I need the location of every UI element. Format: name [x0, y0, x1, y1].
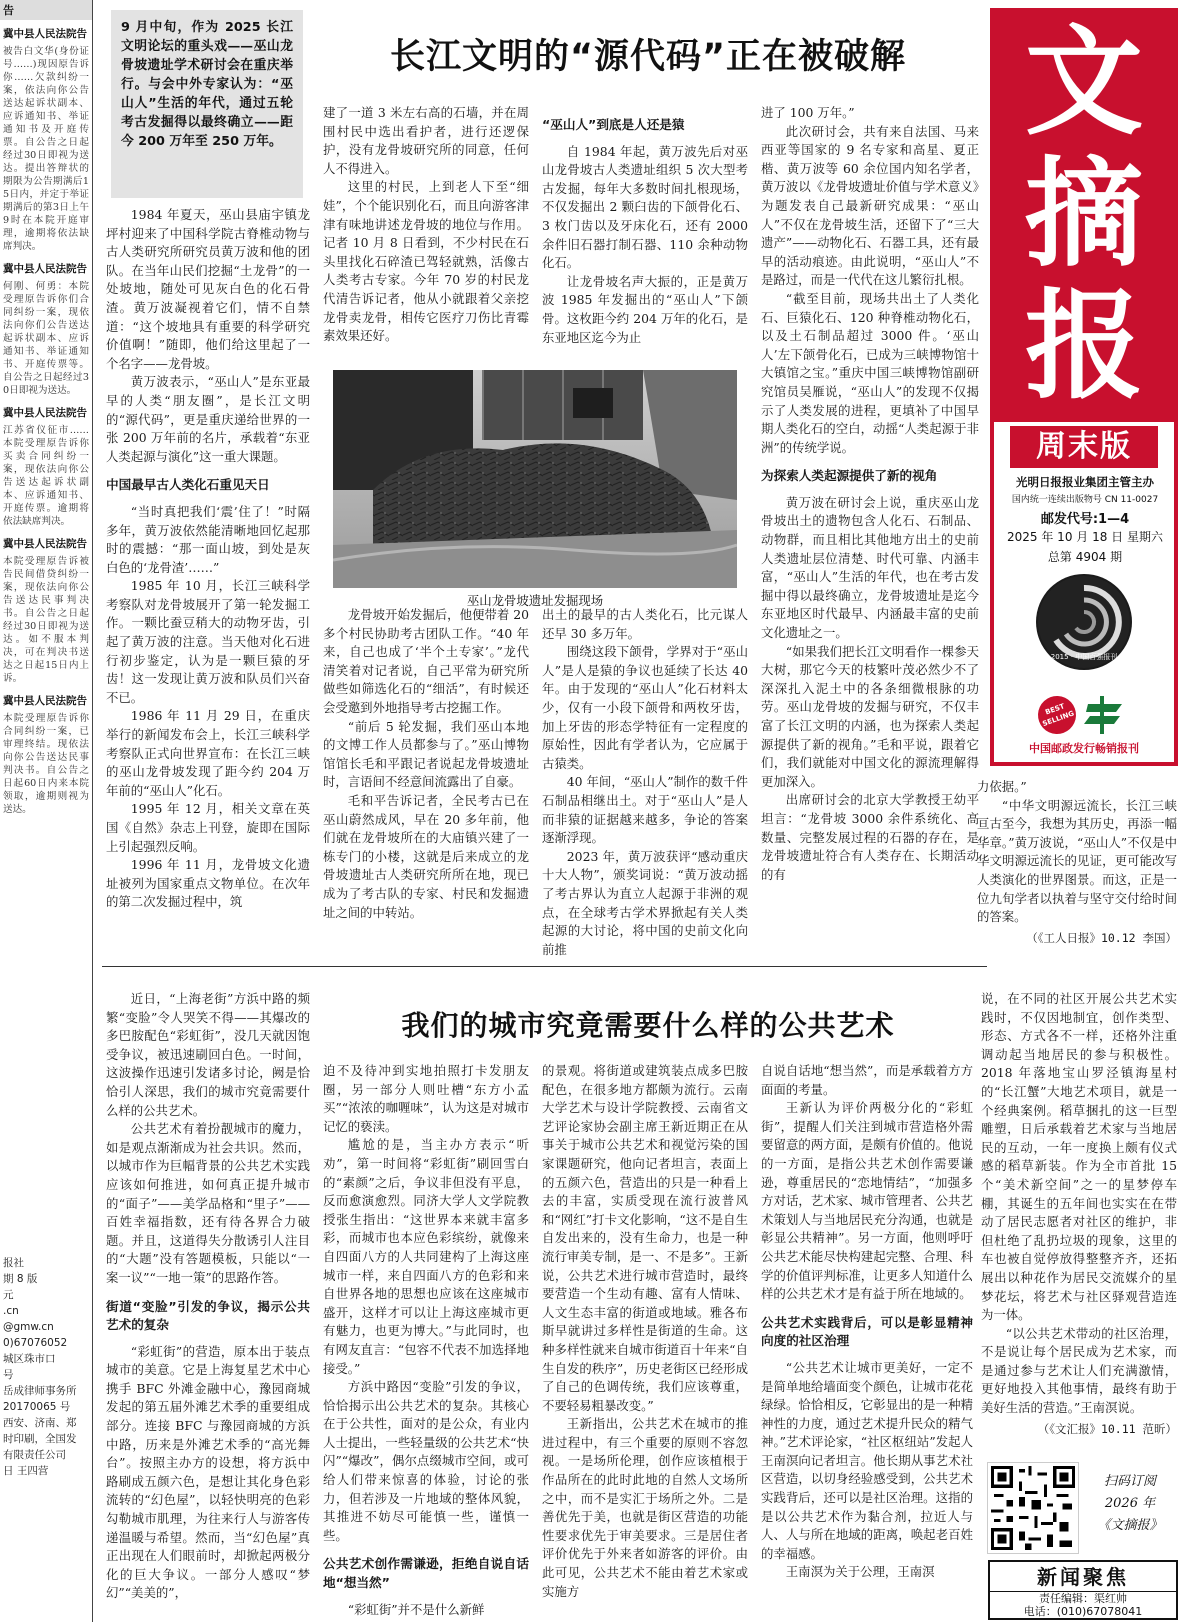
footer-line: 城区珠市口	[3, 1353, 56, 1365]
notice-heading: 冀中县人民法院告	[3, 263, 87, 275]
masthead-title-block	[994, 12, 1174, 422]
footer-line: 报社	[3, 1257, 24, 1269]
editor-phone: 电话：(010)67078041	[1023, 1605, 1143, 1618]
subscribe-qr-code[interactable]	[987, 1462, 1079, 1554]
paragraph: 出土的最早的古人类化石，比元谋人还早 30 多万年。	[542, 607, 748, 641]
footer-line: 日 王四营	[3, 1465, 49, 1477]
paragraph: 1996 年 11 月，龙骨坡文化遗址被列为国家重点文物单位。在次年的第二次发掘过程中，筑	[106, 857, 310, 910]
paragraph: 1995 年 12 月，相关文章在英国《自然》杂志上刊登，旋即在国际上引起强烈反响。	[106, 801, 310, 854]
paragraph: 的景观。将街道或建筑装点成多巴胺配色，在很多地方都颇为流行。云南大学艺术与设计学院教授、云南省文艺评论家协会副主席王新近期正在从事关于城市公共艺术和视觉污染的国家课题研究，他向记者坦言，表面上的五颜六色，营造出的只是一种看上去的丰富，实质受现在流行波普风和“网红”打卡文化影响，“这不是自生自发出来的，没有生命力，也是一种流行审美专制，是一、不是多”。王新说，公共艺术进行城市营造时，最终要营造一个生动有趣、富有人情味、人文生态丰富的街道或地域。雅各布斯早就讲过多样性是街道的生命。这种多样性就来自城市街道百十年来“自生自发的秩序”，历史老街区已经形成了自己的色调传统，我们应该尊重，不要轻易粗暴改变。”	[542, 1063, 748, 1413]
paragraph: 自说自话地“想当然”，而是承载着方方面面的考量。	[761, 1063, 973, 1097]
paragraph: 方浜中路因“变脸”引发的争议，恰恰揭示出公共艺术的复杂。其核心在于公共性，面对的是公众，有业内人士提出，一些轻量级的公共艺术“快闪”“爆改”，偶尔点缀城市空间，或可给人们带来惊喜的体验，讨论的张力，但若涉及一片地域的整体风貌，其推进不妨尽可能慎一些，谨慎一些。	[323, 1379, 529, 1543]
subheading: 中国最早古人类化石重见天日	[106, 477, 270, 493]
section-name: 新闻聚焦	[1037, 1565, 1129, 1589]
paragraph: 近日，“上海老街”方浜中路的频繁“变脸”令人哭笑不得——其爆改的多巴胺配色“彩虹街”，没几天就因饱受争议，被迅速刷回白色。一时间，这波操作迅速引发诸多讨论，阙是恰恰引人深思，我们的城市究竟需要什么样的公共艺术。	[106, 991, 310, 1118]
paragraph: 说，在不同的社区开展公共艺术实践时，不仅因地制宜，创作类型、形态、方式各不一样，还格外注重调动起当地居民的参与积极性。2018 年落地宝山罗泾镇海星村的“长江蟹”大地艺术项目，就是一个经典案例。稻草捆扎的这一巨型雕塑，日后承载着艺术家与当地居民的互动，一年一度换上颇有仪式感的稻草新装。作为全市首批 15 个“美术新空间”之一的星梦停车棚，其诞生的五年间也实实在在带动了居民志愿者对社区的维护，非但杜绝了乱扔垃圾的现象，这里的车也被自觉停放得整整齐齐，还拓展出以种花作为居民交流媒介的星梦花坛，将艺术与社区驿观营造连为一体。	[981, 991, 1177, 1323]
paragraph: 力依据。”	[977, 779, 1027, 794]
paragraph: 1986 年 11 月 29 日，在重庆举行的新闻发布会上，长江三峡科学考察队正式向世界宣布：在长江三峡的巫山龙骨坡发现了距今约 204 万年前的“巫山人”化石。	[106, 708, 310, 798]
subscribe-text-3: 《文摘报》	[1097, 1518, 1163, 1533]
notice-text: 被告白文华(身份证号……)现因原告诉你……欠款纠纷一案，依法向你公告送达起诉状副本、应诉通知书、举证通知书及开庭传票。自公告之日起经过30日即视为送达。提出答辩状的期限为公告期满后15日内，并定于举证期满后的第3日上午9时在本院开庭审理，逾期将依法缺席判决。	[3, 46, 89, 252]
paragraph: 出席研讨会的北京大学教授王幼平坦言：“龙骨坡 3000 余件系统化、高数量、完整发展过程的石器的存在，是龙骨坡遗址符合有人类存在、长期活动的有	[761, 792, 979, 882]
notice-heading: 冀中县人民法院告	[3, 695, 87, 707]
badge-text: 2015 · 中国百强报刊	[1050, 653, 1118, 661]
paragraph: 王新指出，公共艺术在城市的推进过程中，有三个重要的原则不容忽视。一是场所伦理，创作应该植根于作品所在的此时此地的自然人文场所之中，而不是实汇于场所之外。二是善优先于美，也就是街区营造的功能性要求优先于审美要求。三是居住者评价优先于外来者如游客的评价。由此可见，公共艺术不能由着艺术家或实施方	[542, 1416, 748, 1599]
paragraph: 此次研讨会，共有来自法国、马来西亚等国家的 9 名专家和高星、夏正楷、黄万波等 60 余位国内知名学者，黄万波以《龙骨坡遗址价值与学术意义》为题发表自己最新研究成果：“巫山人”不仅在龙骨坡生活，还留下了“三大遗产”——动物化石、石器工具，还有最早的活动痕迹。由此说明，“巫山人”不是路过，而是一代代在这儿繁衍扎根。	[761, 123, 979, 288]
paragraph: 40 年间，“巫山人”制作的数千件石制品相继出土。对于“巫山人”是人而非猿的证据越来越多，争论的答案逐渐浮现。	[542, 774, 748, 846]
sponsor-line: 光明日报报业集团主管主办	[1016, 475, 1154, 489]
paragraph: 王南溟为关于公理，王南溟	[785, 1564, 935, 1580]
paragraph: 公共艺术有着扮靓城市的魔力，如是观点渐渐成为社会共识。然而，以城市作为巨幅背景的公共艺术实践应该如何推进，如何真正提升城市的“面子”——美学品格和“里子”——百姓幸福指数，还有待各界合力破题。并且，这道得失分散诱引人注目的“大题”没有答题模板，只能以“一案一议”“一地一策”的思路作答。	[106, 1121, 310, 1285]
footer-line: 0)67076052	[3, 1337, 68, 1349]
article1-column-1	[106, 206, 310, 958]
paragraph: 毛和平告诉记者，全民考古已在巫山蔚然成风，早在 20 多年前，他们就在龙骨坡所在的大庙镇兴建了一栋专门的小楼，这就是后来成立的龙骨坡遗址古人类研究所所在地，现已成为了考古队的专家、村民和发掘遗址之间的中转站。	[323, 792, 529, 920]
notice-text: 本院受理原告诉被告民间借贷纠纷一案，现依法向你公告送达民事判决书。自公告之日起经过30日即视为送达。如不服本判决，可在判决书送达之日起15日内上诉。	[3, 556, 89, 684]
paragraph: “中华文明源远流长，长江三峡亘古至今，我想为其历史，再添一幅华章。”黄万波说，“巫山人”不仅是中华文明源远流长的见证，更可能改写人类演化的世界图景。而这，正是一位九旬学者以执着与坚守交付给时间的答案。	[977, 797, 1177, 925]
article2-column-4	[761, 1062, 973, 1618]
paragraph: 自 1984 年起，黄万波先后对巫山龙骨坡古人类遗址组织 5 次大型考古发掘，每年大多数时间扎根现场，不仅发掘出 2 颗臼齿的下颌骨化石、3 枚门齿以及牙床化石，还有 2000 余件旧石器打制石器、110 余种动物化石。	[542, 143, 748, 271]
article2-column-1	[106, 990, 310, 1618]
paragraph: “公共艺术让城市更美好，一定不是简单地给墙面变个颜色，让城市花花绿绿。恰恰相反，它彰显出的是一种精神性的力度，通过艺术提升民众的精气神。”艺术评论家，“社区枢纽站”发起人王南溟向记者坦言。他长期从事艺术社区营造，以切身经验感受到，公共艺术实践背后，还可以是社区治理。这指的是以公共艺术作为黏合剂，拉近人与人、人与所在地域的距离，唤起老百姓的幸福感。	[761, 1359, 973, 1561]
paragraph: 1984 年夏天，巫山县庙宇镇龙坪村迎来了中国科学院古脊椎动物与古人类研究所研究员黄万波和他的团队。在当年山民们挖掘“土龙骨”的一处坡地，随处可见灰白色的化石骨渣。黄万波凝视着它们，情不自禁道：“这个坡地具有重要的科学研究价值啊！”随即，他们给这里起了一个名字——龙骨坡。	[106, 207, 310, 371]
paragraph: 进了 100 万年。”	[761, 105, 855, 120]
masthead-title-char-2: 摘	[1024, 144, 1143, 283]
paragraph: 尴尬的是，当主办方表示“听劝”，第一时间将“彩虹街”刷回雪白的“素颜”之后，争议非但没有平息，反而愈演愈烈。同济大学人文学院教授张生指出：“这世界本来就丰富多彩，而城市也本应色彩缤纷，就像来自四面八方的人共同建构了上海这座城市一样，来自四面八方的色彩和来自世界各地的思想也应该在这座城市盛开，这样才可以让上海这座城市更有魅力，也更为博大。”与此同时，也有网友直言：“包容不代表不加选择地接受。”	[323, 1137, 529, 1376]
left-strip-label: 告	[0, 0, 92, 20]
article1-column-2-top	[323, 104, 529, 354]
subheading: 为探索人类起源提供了新的视角	[761, 468, 938, 484]
paragraph: 龙骨坡开始发掘后，他便带着 20 多个村民协助考古团队工作。“40 年来，自己也成了‘半个土专家’。”龙代清笑着对记者说，自己平常为研究所做些如筛选化石的“细活”，有时候还会受邀到外地指导考古挖掘工作。	[323, 607, 529, 715]
article1-title: 长江文明的“源代码”正在被破解	[389, 37, 906, 77]
photo-caption: 巫山龙骨坡遗址发掘现场	[466, 593, 604, 608]
issue-number: 总第 4904 期	[1047, 550, 1123, 564]
paragraph: 黄万波表示，“巫山人”是东亚最早的人类“朋友圈”，是长江文明的“源代码”，更是重庆递给世界的一张 200 万年前的名片，承载着“东亚人类起源与演化”这一重大课题。	[106, 374, 310, 464]
paragraph: 王新认为评价两极分化的“彩虹街”，提醒人们关注到城市营造格外需要留意的两方面，是颇有价值的。他说的一方面，是指公共艺术创作需要谦逊，尊重居民的“恋地情结”，“加强多方对话，艺术家、城市管理者、公共艺术策划人与当地居民充分沟通，也就是彰显公共精神”。另一方面，他则呼吁公共艺术能尽快构建起完整、合理、科学的价值评判标准，让更多人知道什么样的公共艺术才是有益于所在地域的。	[761, 1100, 973, 1302]
article1-column-3-bottom	[542, 606, 748, 958]
footer-line: @gmw.cn	[3, 1321, 54, 1333]
subheading: “巫山人”到底是人还是猿	[542, 117, 685, 132]
edition-label: 周末版	[1010, 426, 1158, 468]
article2-column-3	[542, 1062, 748, 1618]
notice-heading: 冀中县人民法院告	[3, 407, 87, 419]
divider-line	[102, 966, 987, 967]
paragraph: “当时真把我们‘震’住了！”时隔多年，黄万波依然能清晰地回忆起那时的震撼：“那一面山坡，到处是灰白色的‘龙骨渣’……”	[106, 503, 310, 575]
footer-line: 20170065 号	[3, 1401, 71, 1413]
article1-column-3-top	[542, 106, 748, 354]
excavation-photo	[333, 370, 737, 588]
subheading: 公共艺术创作需谦逊，拒绝自说自话地“想当然”	[323, 1556, 529, 1591]
paragraph: 建了一道 3 米左右高的石墙，并在周围村民中选出看护者，进行还逻保护，没有龙骨坡研究所的同意，任何人不得进入。	[323, 105, 529, 176]
footer-line: 期 8 版	[3, 1273, 38, 1285]
footer-line: 时印刷，全国发	[3, 1433, 77, 1445]
notice-text: 江苏省仪征市……本院受理原告诉你买卖合同纠纷一案，现依法向你公告送达起诉状副本、应诉通知书、开庭传票。逾期将依法缺席判决。	[3, 425, 89, 527]
masthead-title-char-3: 报	[1024, 276, 1143, 415]
paragraph: 围绕这段下颌骨，学界对于“巫山人”是人是猿的争议也延续了长达 40 年。由于发现的“巫山人”化石材料太少，仅有一小段下颌骨和两枚牙齿，加上牙齿的形态学特征有一定程度的原始性，因此有学者认为，它应属于古猿类。	[542, 644, 748, 771]
footer-line: 有限责任公司	[3, 1449, 66, 1461]
editor-name: 责任编辑：渠红帅	[1039, 1592, 1127, 1605]
notice-text: 何刚、何勇：本院受理原告诉你们合同纠纷一案，现依法向你们公告送达起诉状副本、应诉通知书、举证通知书、开庭传票等。自公告之日起经过30日即视为送达。	[3, 281, 89, 396]
qr-code-icon	[988, 1463, 1078, 1553]
paragraph: “如果我们把长江文明看作一棵参天大树，那它今天的枝繁叶茂必然少不了深深扎入泥土中的各条细微根脉的功劳。巫山龙骨坡的发掘与研究，不仅丰富了长江文明的内涵，也为探索人类起源提供了新的视角。”毛和平说，跟着它们，我们就能对中国文化的源流理解得更加深入。	[761, 643, 979, 789]
paragraph: 1985 年 10 月，长江三峡科学考察队对龙骨坡展开了第一轮发掘工作。一颗比蚕豆稍大的动物牙齿，引起了黄万波的注意。当天他对化石进行初步鉴定，认为是一颗巨猿的牙齿！这一发现让黄万波和队员们兴奋不已。	[106, 578, 310, 705]
subheading: 街道“变脸”引发的争议，揭示公共艺术的复杂	[106, 1298, 310, 1333]
article2-title: 我们的城市究竟需要什么样的公共艺术	[401, 1009, 895, 1042]
article2-column-5	[981, 990, 1177, 1460]
cn-number: 国内统一连续出版物号 CN 11-0027	[1011, 495, 1159, 505]
notice-text: 本院受理原告诉你合同纠纷一案，已审理终结。现依法向你公告送达民事判决书。自公告之日起60日内来本院领取，逾期则视为送达。	[3, 713, 89, 815]
subheading: 公共艺术实践背后，可以是彰显精神向度的社区治理	[761, 1314, 973, 1349]
paragraph: “前后 5 轮发掘，我们巫山本地的文博工作人员都参与了。”巫山博物馆馆长毛和平跟记者说起龙骨坡遗址时，言语间不经意间流露出了自豪。	[323, 718, 529, 790]
postal-slogan: 中国邮政发行畅销报刊	[1029, 742, 1139, 755]
paragraph: 这里的村民，上到老人下至“细娃”，个个能识别化石，而且向游客津津有味地讲述龙骨坡的地位与作用。记者 10 月 8 日看到，不少村民在石头里找化石碎渣已驾轻就熟，活像古人类考古专家。今年 70 岁的村民龙代清告诉记者，他从小就跟着父亲挖龙骨卖龙骨，相传它医疗刀伤比青霉素效果还好。	[323, 179, 529, 344]
excavation-site-image	[333, 370, 737, 588]
article1-column-5	[977, 778, 1177, 960]
subscribe-text-1: 扫码订阅	[1103, 1474, 1156, 1489]
notice-heading: 冀中县人民法院告	[3, 28, 87, 40]
notice-heading: 冀中县人民法院告	[3, 538, 87, 550]
paragraph: 黄万波在研讨会上说，重庆巫山龙骨坡出土的遗物包含人化石、石制品、动物群，而且相比其他地方出土的史前人类遗址层位清楚、时代可靠、内涵丰富，“巫山人”生活的年代，也在考古发掘中得以最终确立，龙骨坡遗址是迄今东亚地区时代最早、内涵最丰富的史前文化遗址之一。	[761, 494, 979, 641]
china-post-logo-icon	[1082, 694, 1130, 736]
paragraph: “截至目前，现场共出土了人类化石、巨猿化石、120 种脊椎动物化石，以及土石制品超过 3000 件。‘巫山人’左下颌骨化石，已成为三峡博物馆十大镇馆之宝。”重庆中国三峡博物馆副研究馆员吴雁说，“巫山人”的发现不仅揭示了人类发展的进程，更填补了中国早期人类化石的空白，动摇“人类起源于非洲”的传统学说。	[761, 290, 979, 455]
article1-summary: 9 月中旬，作为 2025 长江文明论坛的重头戏——巫山龙骨坡遗址学术研讨会在重庆举行。与会中外专家认为：“巫山人”生活的年代，通过五轮考古发掘得以最终确立——距今 200 万年至 250 万年。	[111, 10, 303, 198]
paragraph: “彩虹街”并不是什么新鲜	[347, 1601, 485, 1617]
subscribe-text-2: 2026 年	[1104, 1496, 1156, 1511]
masthead	[990, 8, 1178, 766]
paragraph: 迫不及待冲到实地拍照打卡发朋友圈，另一部分人则吐槽“东方小孟买”“浓浓的咖喱味”，认为这是对城市记忆的亵渎。	[323, 1063, 529, 1134]
source-credit: （《文汇报》10.11 范昕）	[1037, 1421, 1177, 1436]
paragraph: 2023 年，黄万波获评“感动重庆十大人物”，颁奖词说：“黄万波动摇了考古界认为直立人起源于非洲的观点，在全球考古学术界掀起有关人类起源的大讨论，将中国的史前文化向前推	[542, 848, 748, 957]
source-credit: （《工人日报》10.12 李国）	[1026, 930, 1177, 945]
section-footer-box	[988, 1560, 1178, 1620]
article2-column-2	[323, 1062, 529, 1618]
footer-line: .cn	[3, 1305, 19, 1317]
best-selling-badge: BEST SELLING	[1033, 691, 1082, 740]
article1-column-2-bottom	[323, 606, 529, 958]
footer-line: 西安、济南、郑	[3, 1417, 77, 1429]
paragraph: “以公共艺术带动的社区治理，不是说让每个居民成为艺术家，而是通过参与艺术让人们充满激情，更好地投入其他事情，最终有助于美好生活的营造。”王南溟说。	[981, 1325, 1177, 1416]
article1-column-4	[761, 104, 979, 958]
left-strip-footer	[0, 1255, 93, 1479]
postal-code: 邮发代号:1—4	[1040, 512, 1130, 527]
top100-badge	[1036, 574, 1132, 670]
issue-date: 2025 年 10 月 18 日 星期六	[1007, 530, 1163, 544]
masthead-title-char-1: 文	[1024, 12, 1143, 151]
paragraph: 让龙骨坡名声大振的，正是黄万波 1985 年发掘出的“巫山人”下颌骨。这枚距今约 204 万年的化石，是东亚地区迄今为止	[542, 273, 748, 345]
left-notice-strip	[0, 0, 93, 1622]
footer-line: 岳成律师事务所	[3, 1385, 77, 1397]
footer-line: 元	[3, 1289, 14, 1301]
footer-line: 号	[3, 1369, 14, 1381]
paragraph: “彩虹街”的营造，原本出于装点城市的美意。它是上海复星艺术中心携手 BFC 外滩金融中心，豫园商城发起的第五届外滩艺术季的重要组成部分。连接 BFC 与豫园商城的方浜中路，历来是外滩艺术季的“高光舞台”。按照主办方的设想，将方浜中路刷成五颜六色，是想让其化身色彩流转的“幻色屋”，以轻快明亮的色彩勾勒城市肌理，为往来行人与游客传递温暖与希望。然而，当“幻色屋”真正出现在人们眼前时，却掀起两极分化的巨大争议。一部分人感叹“梦幻”“美美的”，	[106, 1343, 310, 1601]
left-strip-notices	[0, 20, 92, 818]
